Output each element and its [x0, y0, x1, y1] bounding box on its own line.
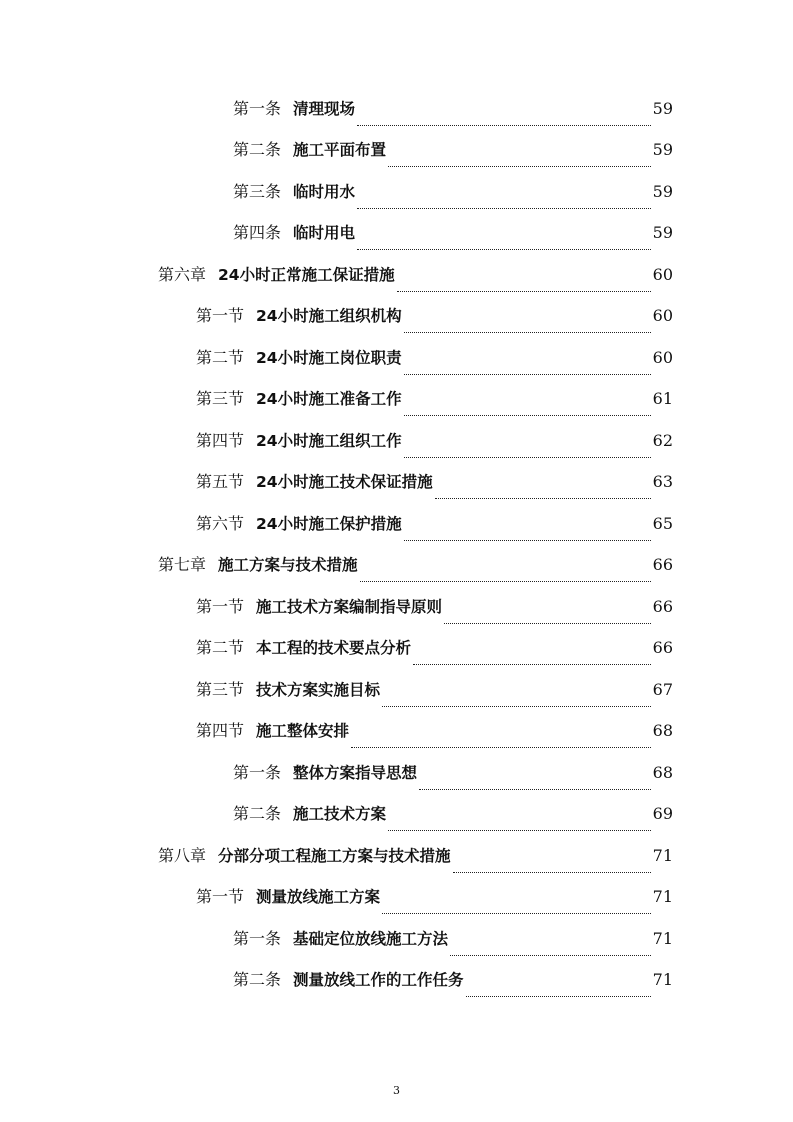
toc-entry[interactable] — [0, 462, 793, 504]
toc-entry-page: 59 — [652, 98, 673, 118]
toc-entry-content — [196, 877, 673, 919]
toc-entry-content — [196, 379, 673, 421]
toc-entry-prefix: 第一条 — [233, 98, 282, 118]
toc-entry-content — [233, 794, 673, 836]
toc-entry-content — [196, 503, 673, 545]
toc-entry-content — [233, 88, 673, 130]
toc-entry[interactable] — [0, 379, 793, 421]
toc-entry[interactable] — [0, 711, 793, 753]
toc-entry-content — [196, 586, 673, 628]
toc-entry-page: 68 — [652, 762, 673, 782]
toc-entry[interactable] — [0, 337, 793, 379]
toc-entry-title: 施工技术方案编制指导原则 — [256, 597, 443, 616]
toc-entry-page: 71 — [652, 970, 673, 990]
toc-entry-prefix: 第二条 — [233, 804, 282, 824]
toc-entry-prefix: 第一节 — [196, 306, 245, 326]
toc-entry-content — [196, 711, 673, 753]
toc-leader-dots — [450, 954, 651, 956]
table-of-contents — [0, 88, 793, 1001]
toc-entry-title: 测量放线工作的工作任务 — [293, 971, 464, 990]
toc-entry-title: 24小时施工组织机构 — [256, 307, 402, 326]
toc-entry-title: 施工整体安排 — [256, 722, 350, 741]
toc-entry-title: 整体方案指导思想 — [293, 763, 418, 782]
toc-leader-dots — [404, 456, 651, 458]
page-number: 3 — [393, 1084, 400, 1097]
toc-entry[interactable] — [0, 752, 793, 794]
toc-entry-prefix: 第一条 — [233, 762, 282, 782]
toc-entry-prefix: 第五节 — [196, 472, 245, 492]
toc-entry-page: 66 — [652, 638, 673, 658]
toc-leader-dots — [382, 705, 651, 707]
toc-leader-dots — [388, 829, 651, 831]
toc-entry-title: 24小时施工准备工作 — [256, 390, 402, 409]
toc-entry-title: 施工方案与技术措施 — [218, 556, 358, 575]
toc-entry-title: 基础定位放线施工方法 — [293, 929, 449, 948]
toc-entry-prefix: 第二条 — [233, 970, 282, 990]
toc-entry-prefix: 第一条 — [233, 928, 282, 948]
toc-entry-prefix: 第七章 — [158, 555, 207, 575]
toc-entry-content — [233, 960, 673, 1002]
toc-entry-page: 66 — [652, 555, 673, 575]
toc-entry-page: 69 — [652, 804, 673, 824]
toc-entry-content — [196, 337, 673, 379]
toc-leader-dots — [382, 912, 651, 914]
toc-entry-page: 59 — [652, 140, 673, 160]
toc-entry-content — [158, 254, 673, 296]
toc-entry-prefix: 第三节 — [196, 389, 245, 409]
toc-entry-title: 24小时施工岗位职责 — [256, 348, 402, 367]
toc-entry-page: 60 — [652, 347, 673, 367]
toc-entry[interactable] — [0, 835, 793, 877]
toc-entry-prefix: 第四节 — [196, 721, 245, 741]
toc-entry-title: 24小时施工保护措施 — [256, 514, 402, 533]
toc-entry-prefix: 第六节 — [196, 513, 245, 533]
toc-entry-content — [196, 462, 673, 504]
toc-entry-page: 71 — [652, 887, 673, 907]
toc-entry-page: 68 — [652, 721, 673, 741]
toc-leader-dots — [351, 746, 651, 748]
toc-entry[interactable] — [0, 503, 793, 545]
toc-entry[interactable] — [0, 254, 793, 296]
toc-entry-prefix: 第四节 — [196, 430, 245, 450]
toc-leader-dots — [404, 414, 651, 416]
toc-entry[interactable] — [0, 794, 793, 836]
toc-leader-dots — [453, 871, 651, 873]
toc-entry-content — [196, 669, 673, 711]
toc-entry-page: 63 — [652, 472, 673, 492]
toc-entry-content — [158, 545, 673, 587]
toc-entry-prefix: 第一节 — [196, 596, 245, 616]
toc-entry-prefix: 第三条 — [233, 181, 282, 201]
toc-entry-title: 临时用水 — [293, 182, 356, 201]
toc-entry-prefix: 第四条 — [233, 223, 282, 243]
toc-leader-dots — [404, 331, 651, 333]
toc-leader-dots — [357, 207, 651, 209]
toc-entry-prefix: 第二节 — [196, 347, 245, 367]
toc-entry-prefix: 第八章 — [158, 845, 207, 865]
toc-entry-content — [196, 420, 673, 462]
toc-entry[interactable] — [0, 877, 793, 919]
toc-entry-prefix: 第二节 — [196, 638, 245, 658]
toc-entry-page: 62 — [652, 430, 673, 450]
toc-entry-title: 技术方案实施目标 — [256, 680, 381, 699]
toc-entry-title: 分部分项工程施工方案与技术措施 — [218, 846, 451, 865]
toc-entry-page: 66 — [652, 596, 673, 616]
toc-entry-prefix: 第三节 — [196, 679, 245, 699]
toc-entry-title: 施工技术方案 — [293, 805, 387, 824]
toc-entry[interactable] — [0, 669, 793, 711]
toc-entry-page: 65 — [652, 513, 673, 533]
toc-leader-dots — [404, 373, 651, 375]
toc-entry[interactable] — [0, 628, 793, 670]
toc-entry[interactable] — [0, 171, 793, 213]
toc-entry-content — [233, 752, 673, 794]
toc-leader-dots — [435, 497, 651, 499]
toc-leader-dots — [466, 995, 651, 997]
toc-entry[interactable] — [0, 420, 793, 462]
toc-entry-title: 24小时正常施工保证措施 — [218, 265, 395, 284]
toc-entry-content — [158, 835, 673, 877]
toc-entry[interactable] — [0, 545, 793, 587]
toc-entry-prefix: 第二条 — [233, 140, 282, 160]
toc-entry-page: 59 — [652, 181, 673, 201]
toc-entry[interactable] — [0, 586, 793, 628]
toc-leader-dots — [397, 290, 651, 292]
toc-leader-dots — [388, 165, 651, 167]
toc-entry-title: 临时用电 — [293, 224, 356, 243]
toc-entry-content — [196, 628, 673, 670]
toc-entry-page: 71 — [652, 928, 673, 948]
toc-entry[interactable] — [0, 130, 793, 172]
toc-entry[interactable] — [0, 213, 793, 255]
toc-entry-page: 60 — [652, 264, 673, 284]
toc-leader-dots — [360, 580, 651, 582]
toc-entry[interactable] — [0, 88, 793, 130]
toc-entry-title: 施工平面布置 — [293, 141, 387, 160]
toc-leader-dots — [404, 539, 651, 541]
toc-entry-content — [196, 296, 673, 338]
toc-entry-title: 本工程的技术要点分析 — [256, 639, 412, 658]
toc-entry-content — [233, 213, 673, 255]
toc-entry[interactable] — [0, 918, 793, 960]
toc-entry-prefix: 第六章 — [158, 264, 207, 284]
toc-entry-page: 59 — [652, 223, 673, 243]
toc-entry-page: 61 — [652, 389, 673, 409]
toc-entry-page: 71 — [652, 845, 673, 865]
toc-leader-dots — [413, 663, 651, 665]
toc-leader-dots — [419, 788, 651, 790]
toc-entry-title: 24小时施工组织工作 — [256, 431, 402, 450]
toc-entry-page: 67 — [652, 679, 673, 699]
toc-entry[interactable] — [0, 960, 793, 1002]
toc-entry-title: 测量放线施工方案 — [256, 888, 381, 907]
toc-entry-title: 清理现场 — [293, 99, 356, 118]
toc-entry-prefix: 第一节 — [196, 887, 245, 907]
toc-entry-title: 24小时施工技术保证措施 — [256, 473, 433, 492]
toc-leader-dots — [357, 124, 651, 126]
toc-entry-page: 60 — [652, 306, 673, 326]
toc-leader-dots — [444, 622, 651, 624]
toc-entry-content — [233, 130, 673, 172]
toc-leader-dots — [357, 248, 651, 250]
toc-entry-content — [233, 918, 673, 960]
toc-entry[interactable] — [0, 296, 793, 338]
toc-entry-content — [233, 171, 673, 213]
